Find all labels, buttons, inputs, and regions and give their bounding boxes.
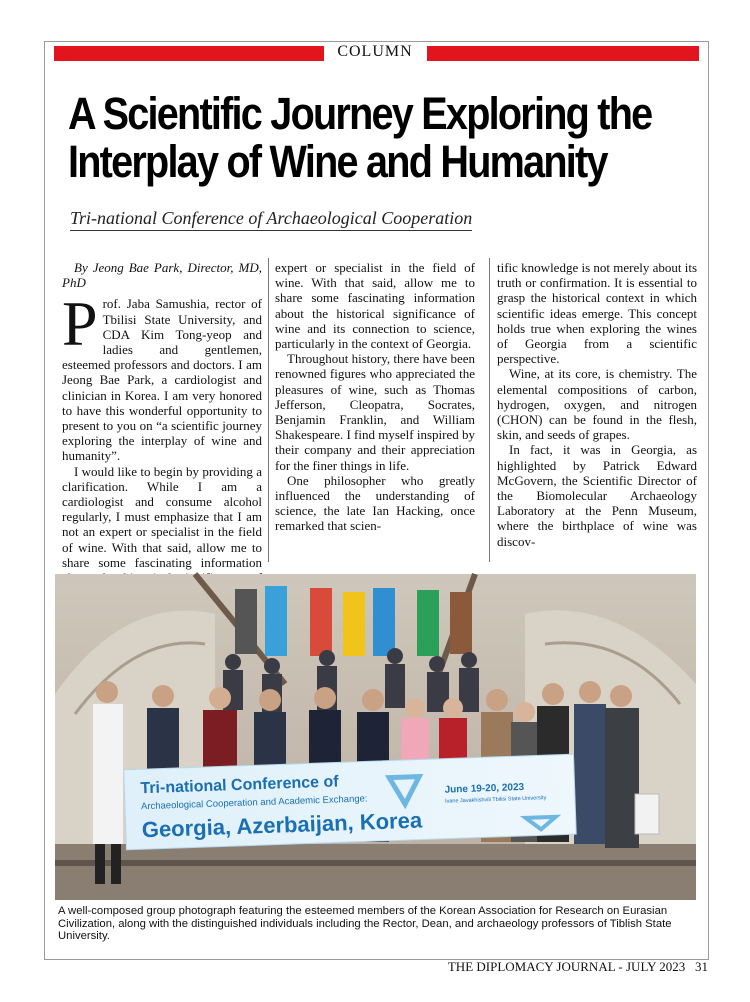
- journal-issue: THE DIPLOMACY JOURNAL - JULY 2023: [447, 959, 686, 974]
- paragraph-6: In fact, it was in Georgia, as highlighted by Patrick Edward McGovern, the Scientific Director of the Biomolecular Archaeology Laboratory at the Penn Museum, where the birthplace of wine was discov-: [497, 442, 697, 549]
- group-photo: [55, 574, 696, 900]
- paragraph-4: One philosopher who greatly influenced the understanding of science, the late Ian Hacking, once remarked that scien-: [275, 472, 475, 534]
- article-column-1: [62, 260, 262, 570]
- drop-cap: P: [62, 288, 98, 360]
- subheadline: Tri-national Conference of Archaeological Cooperation: [70, 208, 472, 231]
- section-bar-left: [54, 46, 324, 61]
- paragraph-2: I would like to begin by providing a clarification. While I am a cardiologist and consume alcohol regularly, I must emphasize that I am not an expert or specialist in the field of wine. With that said, allow me to share some fascinating information: [62, 463, 262, 570]
- headline: [68, 88, 652, 187]
- column-rule-2: [489, 258, 490, 562]
- section-bar-right: [427, 46, 699, 61]
- article-column-3: [497, 260, 697, 562]
- column-rule-1: [268, 258, 269, 562]
- banner-line-1: Tri-national Conference of: [140, 773, 339, 798]
- conference-banner: [124, 754, 577, 850]
- paragraph-4-cont: tific knowledge is not merely about its truth or confirmation. It is essential to grasp the historical context in which scientific ideas emerge. This concept holds true when exploring the wines of Georgia from a scientific perspective.: [497, 260, 698, 367]
- page-footer: [448, 959, 708, 975]
- banner-date: June 19-20, 2023: [444, 781, 525, 796]
- paragraph-2-cont: expert or specialist in the field of wine. With that said, allow me to share some fascinating information about the historical significance of wine and its connection to science, particularly in the context of Georgia.: [275, 260, 475, 352]
- byline: By Jeong Bae Park, Director, MD, PhD: [62, 260, 262, 291]
- section-label: COLUMN: [337, 43, 413, 60]
- banner-line-2: Archaeological Cooperation and Academic Exchange:: [140, 793, 368, 813]
- photo-caption: A well-composed group photograph featuring the esteemed members of the Korean Association for Research on Eurasian Civilization, along with the distinguished individuals including the Rector, Dean, and archaeology professors of Tiblish State University.: [58, 905, 672, 943]
- headline-line-2: Interplay of Wine and Humanity: [68, 136, 607, 187]
- article-column-2: [275, 260, 475, 562]
- banner-countries: Georgia, Azerbaijan, Korea: [141, 807, 423, 843]
- headline-line-1: A Scientific Journey Exploring the: [68, 88, 652, 139]
- banner-venue: Ivane Javakhishvili Tbilisi State University: [444, 795, 547, 805]
- paragraph-1-text: rof. Jaba Samushia, rector of Tbilisi State University, and CDA Kim Tong-yeop and ladies and gentlemen, esteemed professors and doctors. I am Jeong Bae Park, a cardiologist and clinician in Korea. I am very honored to have this wonderful opportunity to present to you on “a scientific journey exploring the interplay of wine and humanity”.: [62, 296, 262, 464]
- page-number: 31: [695, 959, 708, 974]
- paragraph-3: Throughout history, there have been renowned figures who appreciated the pleasures of wine, such as Thomas Jefferson, Cleopatra, Socrates, Benjamin Franklin, and William Shakespeare. I find myself inspired by their company and their appreciation for the finer things in life.: [275, 351, 476, 473]
- paragraph-5: Wine, at its core, is chemistry. The elemental compositions of carbon, hydrogen, oxygen, and nitrogen (CHON) can be found in the flesh, skin, and seeds of grapes.: [497, 366, 697, 443]
- paragraph-1: [62, 288, 262, 464]
